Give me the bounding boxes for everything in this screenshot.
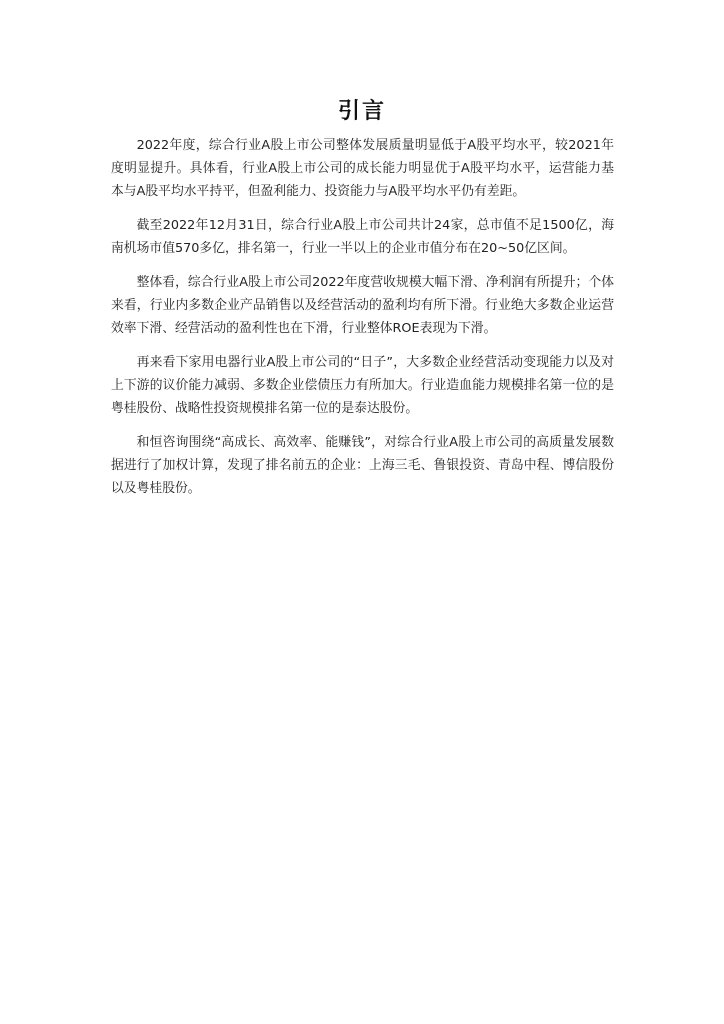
page-title: 引言 <box>337 99 386 124</box>
paragraph-1: 2022年度，综合行业A股上市公司整体发展质量明显低于A股平均水平，较2021年度明显提升。具体看，行业A股上市公司的成长能力明显优于A股平均水平，运营能力基本与A股平均水平持平，但盈利能力、投资能力与A股平均水平仍有差距。 <box>111 138 614 199</box>
body-text <box>111 134 614 511</box>
paragraph-5: 和恒咨询围绕“高成长、高效率、能赚钱”，对综合行业A股上市公司的高质量发展数据进行了加权计算，发现了排名前五的企业：上海三毛、鲁银投资、青岛中程、博信股份以及粤桂股份。 <box>111 435 614 496</box>
paragraph-3: 整体看，综合行业A股上市公司2022年度营收规模大幅下滑、净利润有所提升；个体来看，行业内多数企业产品销售以及经营活动的盈利均有所下滑。行业绝大多数企业运营效率下滑、经营活动的盈利性也在下滑，行业整体ROE表现为下滑。 <box>111 275 614 336</box>
paragraph-4: 再来看下家用电器行业A股上市公司的“日子”，大多数企业经营活动变现能力以及对上下游的议价能力减弱、多数企业偿债压力有所加大。行业造血能力规模排名第一位的是粤桂股份、战略性投资规模排名第一位的是泰达股份。 <box>111 355 614 416</box>
paragraph-2: 截至2022年12月31日，综合行业A股上市公司共计24家，总市值不足1500亿，海南机场市值570多亿，排名第一，行业一半以上的企业市值分布在20~50亿区间。 <box>111 218 614 256</box>
